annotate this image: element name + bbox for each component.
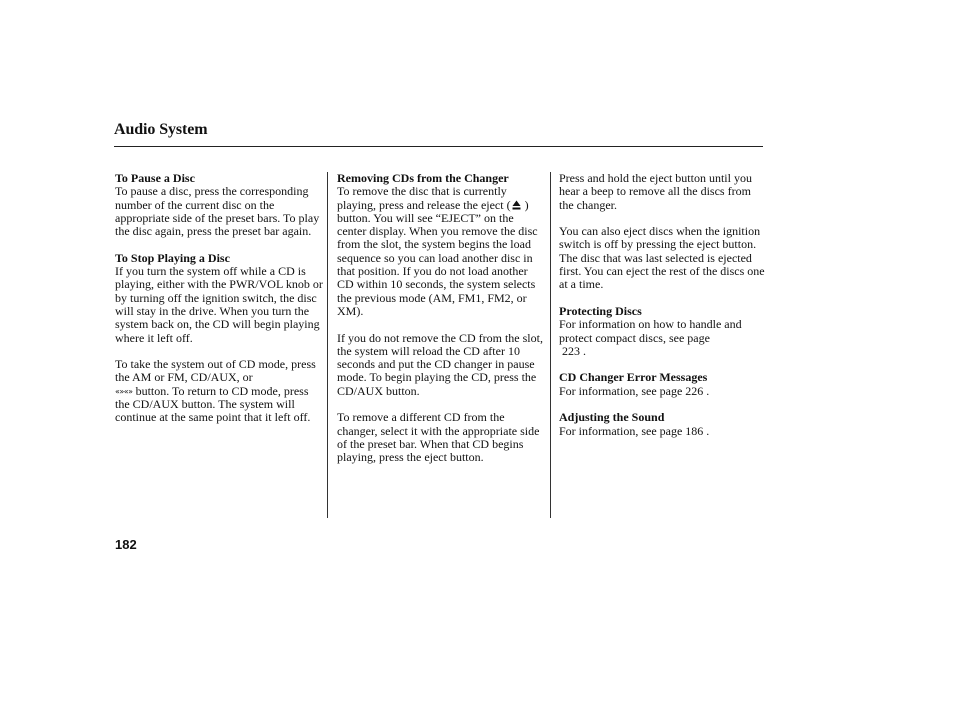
remove-different-cd-text: To remove a different CD from the changer, select it with the appropriate side of the preset bar. When that CD begins playing, press the eject button. — [337, 410, 540, 465]
pause-disc-text: To pause a disc, press the corresponding number of the current disc on the appropriate side of the preset bars. To play the disc again, press the preset bar again. — [115, 184, 320, 239]
eject-icon — [512, 200, 521, 210]
scan-button-icon: «»«» — [115, 386, 133, 396]
page-title: Audio System — [114, 121, 208, 138]
error-messages-text: For information, see page 226 . — [559, 383, 710, 398]
page-number: 182 — [115, 537, 137, 552]
error-messages-heading: CD Changer Error Messages — [559, 370, 708, 385]
ignition-eject-text: You can also eject discs when the ignition switch is off by pressing the eject button. The disc that was last selected is ejected first. You can eject the rest of the discs one at a time. — [559, 224, 765, 292]
remove-cds-text-b: ) button. You will see “EJECT” on the center display. When you remove the disc from the slot, the system begins the load sequence so you can load another disc in that position. If you do not load another CD within 10 seconds, the system selects the previous mode (AM, FM1, FM2, or XM). — [337, 197, 538, 318]
protecting-discs-page-link[interactable]: 223 . — [562, 343, 586, 358]
stop-disc-text: If you turn the system off while a CD is playing, either with the PWR/VOL knob or by turning off the ignition switch, the disc will stay in the drive. When you turn the system back on, the CD will begin playing where it left off. — [115, 264, 323, 345]
remove-cds-heading: Removing CDs from the Changer — [337, 171, 509, 185]
column-2 — [337, 172, 545, 465]
protecting-discs-paragraph — [559, 318, 767, 358]
column-divider-1 — [327, 172, 328, 518]
cd-mode-text-a: To take the system out of CD mode, press the AM or FM, CD/AUX, or — [115, 357, 316, 385]
cd-mode-paragraph — [115, 358, 323, 424]
adjusting-sound-text: For information, see page 186 . — [559, 423, 710, 438]
stop-disc-heading: To Stop Playing a Disc — [115, 250, 230, 265]
reload-cd-text: If you do not remove the CD from the slot, the system will reload the CD after 10 seconds and put the CD changer in pause mode. To begin playing the CD, press the CD/AUX button. — [337, 330, 543, 398]
column-divider-2 — [550, 172, 551, 518]
remove-cds-paragraph — [337, 185, 545, 318]
column-1 — [115, 172, 323, 425]
protecting-discs-text: For information on how to handle and protect compact discs, see page — [559, 317, 742, 345]
remove-cds-text-a: To remove the disc that is currently playing, press and release the eject ( — [337, 184, 511, 212]
column-3 — [559, 172, 767, 438]
adjusting-sound-heading: Adjusting the Sound — [559, 410, 665, 425]
protecting-discs-heading: Protecting Discs — [559, 303, 642, 318]
hold-eject-text: Press and hold the eject button until you hear a beep to remove all the discs from the changer. — [559, 171, 752, 212]
cd-mode-text-b: button. To return to CD mode, press the CD/AUX button. The system will continue at the same point that it left off. — [115, 383, 311, 425]
pause-disc-heading: To Pause a Disc — [115, 171, 195, 185]
title-divider — [114, 146, 763, 147]
